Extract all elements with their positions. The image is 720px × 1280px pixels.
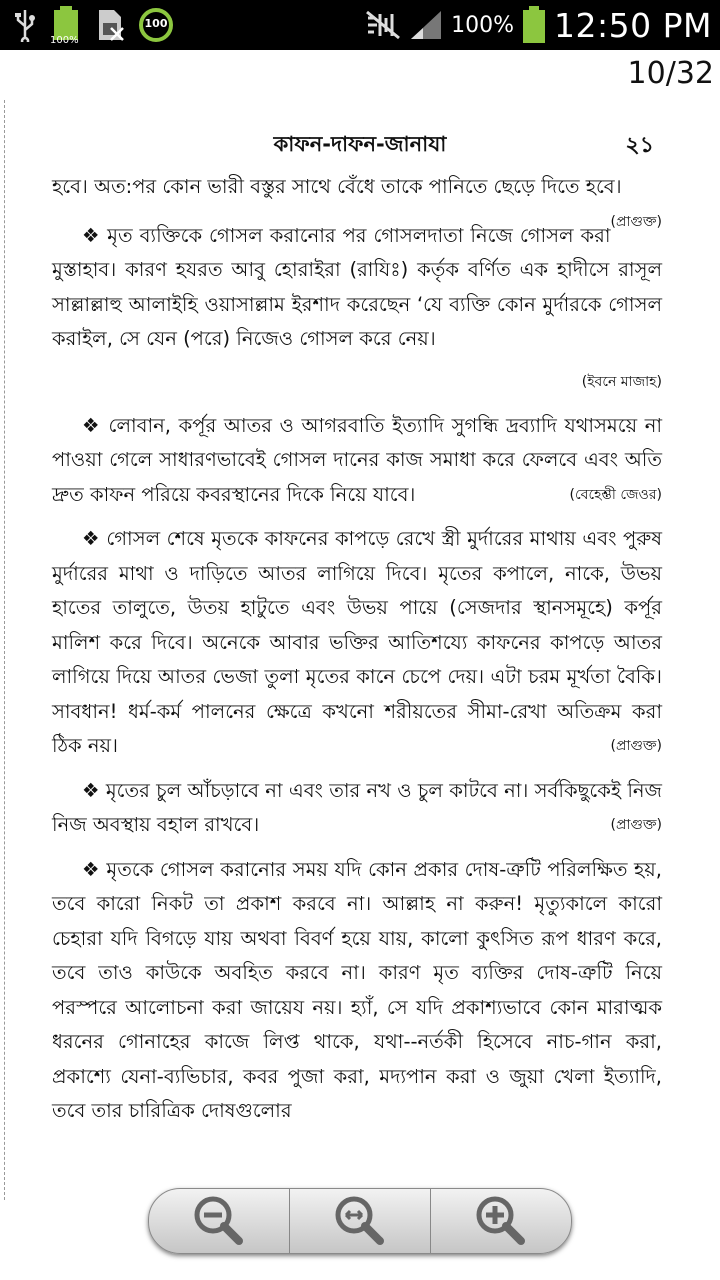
zoom-fit-button[interactable]	[290, 1189, 431, 1253]
citation: (ইবনে মাজাহ)	[581, 373, 662, 390]
mute-icon	[365, 10, 401, 40]
paragraph	[52, 409, 662, 513]
citation: (প্রাগুক্ত)	[610, 213, 662, 230]
circle-badge-label: 100	[144, 17, 168, 30]
battery-small-label: 100%	[50, 35, 79, 46]
paragraph	[52, 853, 662, 1129]
paragraph-text: ❖ মৃতের চুল আঁচড়াবে না এবং তার নখ ও চুল কাটবে না। সর্বকিছুকেই নিজ নিজ অবস্থায় বহাল রাখবে।	[52, 778, 662, 836]
paragraph	[52, 774, 662, 843]
usb-icon	[14, 8, 36, 42]
battery-icon	[522, 6, 546, 44]
document-page[interactable]	[0, 100, 720, 1280]
zoom-out-icon	[189, 1193, 249, 1249]
zoom-in-button[interactable]	[431, 1189, 571, 1253]
paragraph-text: হবে। অত:পর কোন ভারী বস্তুর সাথে বেঁধে তাকে পানিতে ছেড়ে দিতে হবে।	[52, 175, 622, 198]
page-header-number: ২১	[625, 133, 654, 158]
paragraph-text: ❖ লোবান, কর্পূর আতর ও আগরবাতি ইত্যাদি সুগন্ধি দ্রব্যাদি যথাসময়ে না পাওয়া গেলে সাধারণভাবেই গোসল দানের কাজ সমাধা করে ফেলবে এবং অতি দ্রুত কাফন পরিয়ে কবরস্থানের দিকে নিয়ে যাবে।	[52, 413, 662, 506]
battery-icon	[50, 6, 82, 44]
paragraph	[52, 522, 662, 764]
citation: (প্রাগুক্ত)	[610, 738, 662, 754]
zoom-fit-icon	[330, 1193, 390, 1249]
citation: (বেহেশ্তী জেওর)	[569, 486, 662, 503]
paragraph-text: ❖ মৃত ব্যক্তিকে গোসল করানোর পর গোসলদাতা নিজে গোসল করা মুস্তাহাব। কারণ হযরত আবু হোরাইরা (রাযিঃ) কর্তৃক বর্ণিত এক হাদীসে রাসূল সাল্লাল্লাহু আলাইহি ওয়াসাল্লাম ইরশাদ করেছেন ‘যে ব্যক্তি কোন মুর্দারকে গোসল করাইল, সে যেন (পরে) নিজেও গোসল করে নেয়।	[52, 223, 662, 350]
document-body	[52, 170, 662, 1137]
battery-percent: 100%	[451, 12, 515, 38]
clock: 12:50 PM	[554, 5, 712, 45]
paragraph-text: ❖ মৃতকে গোসল করানোর সময় যদি কোন প্রকার দোষ-ত্রুটি পরিলক্ষিত হয়, তবে কারো নিকট তা প্রকাশ করবে না। আল্লাহ না করুন! মৃত্যুকালে কারো চেহারা যদি বিগড়ে যায় অথবা বিবর্ণ হয়ে যায়, কালো কুৎসিত রূপ ধারণ করে, তবে তাও কাউকে অবহিত করবে না। কারণ মৃত ব্যক্তির দোষ-ত্রুটি নিয়ে পরস্পরে আলোচনা করা জায়েয নয়। হ্যাঁ, সে যদি প্রকাশ্যভাবে কোন মারাত্মক ধরনের গোনাহের কাজে লিপ্ত থাকে, যথা--নর্তকী হিসেবে নাচ-গান করা, প্রকাশ্যে যেনা-ব্যভিচার, কবর পুজা করা, মদ্যপান করা ও জুয়া খেলা ইত্যাদি, তবে তার চারিত্রিক দোষগুলোর	[52, 857, 662, 1122]
zoom-out-button[interactable]	[149, 1189, 290, 1253]
paragraph-text: ❖ গোসল শেষে মৃতকে কাফনের কাপড়ে রেখে স্ত্রী মুর্দারের মাথায় এবং পুরুষ মুর্দারের মাথা ও দাড়িতে আতর লাগিয়ে দিবে। মৃতের কপালে, নাকে, উভয় হাতের তালুতে, উতয় হাটুতে এবং উভয় পায়ে (সেজদার স্থানসমূহে) কর্পূর মালিশ করে দিবে। অনেকে আবার ভক্তির আতিশয্যে কাফনের কাপড়ে আতর লাগিয়ে দিয়ে আতর ভেজা তুলা মৃতের কানে চেপে দেয়। এটা চরম মূর্খতা বৈকি। সাবধান! ধর্ম-কর্ম পালনের ক্ষেত্রে কখনো শরীয়তের সীমা-রেখা অতিক্রম করা ঠিক নয়।	[52, 527, 662, 757]
paragraph	[52, 170, 662, 230]
paragraph	[52, 219, 662, 357]
signal-icon	[409, 9, 443, 41]
zoom-in-icon	[471, 1193, 531, 1249]
zoom-controls	[148, 1188, 572, 1254]
page-counter: 10/32	[627, 56, 714, 91]
badge-icon	[138, 7, 174, 43]
status-bar	[0, 0, 720, 50]
page-header-title: কাফন-দাফন-জানাযা	[273, 132, 447, 156]
sim-icon	[96, 8, 124, 42]
citation: (প্রাগুক্ত)	[610, 817, 662, 833]
